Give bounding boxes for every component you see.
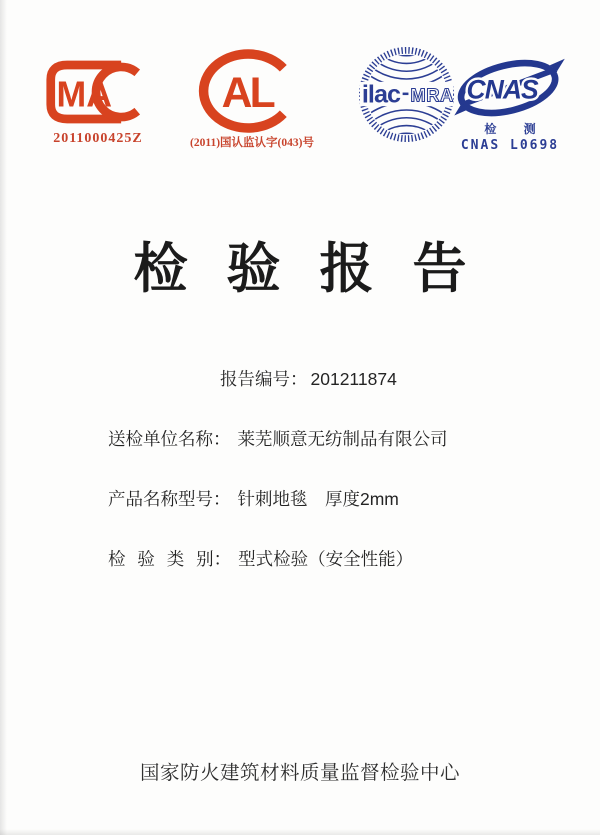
ilac-mra-logo-block	[357, 46, 455, 143]
cma-letters: MA	[56, 74, 112, 115]
field-label: 产品名称型号：	[108, 489, 231, 509]
field-client-name	[108, 427, 448, 451]
field-value: 201211874	[310, 369, 397, 389]
field-value: 针刺地毯 厚度2mm	[237, 489, 399, 509]
mra-text: MRA	[409, 84, 454, 106]
field-inspection-category	[108, 547, 413, 571]
field-label: 报告编号：	[220, 369, 308, 389]
cal-certificate-number: (2011)国认监认字(043)号	[190, 137, 314, 149]
cnas-registration-number: CNAS L0698	[460, 138, 560, 153]
cma-certificate-number: 2011000425Z	[53, 131, 143, 146]
issuing-center-name: 国家防火建筑材料质量监督检验中心	[139, 762, 460, 784]
field-label: 送检单位名称：	[108, 429, 231, 449]
cnas-letters: CNAS	[466, 74, 538, 105]
field-product-name-model	[108, 487, 399, 511]
cnas-logo-icon	[451, 55, 569, 123]
field-value: 莱芜顺意无纺制品有限公司	[237, 429, 448, 449]
field-label: 检 验 类 别：	[108, 549, 232, 569]
cnas-logo-block	[448, 55, 572, 153]
report-title: 检 验 报 告	[133, 239, 467, 299]
cnas-category-label: 检 测	[484, 122, 536, 136]
field-value: 型式检验（安全性能）	[238, 549, 414, 569]
cma-logo-block	[38, 57, 158, 147]
cma-logo-icon	[44, 57, 152, 127]
ilac-mra-hyphen	[402, 93, 408, 96]
cal-logo-icon	[197, 49, 307, 133]
cal-letters: AL	[221, 69, 273, 118]
cal-logo-block	[182, 49, 322, 150]
field-report-number	[220, 367, 397, 391]
ilac-text: ilac	[361, 80, 400, 109]
ilac-mra-logo-icon	[358, 46, 455, 143]
